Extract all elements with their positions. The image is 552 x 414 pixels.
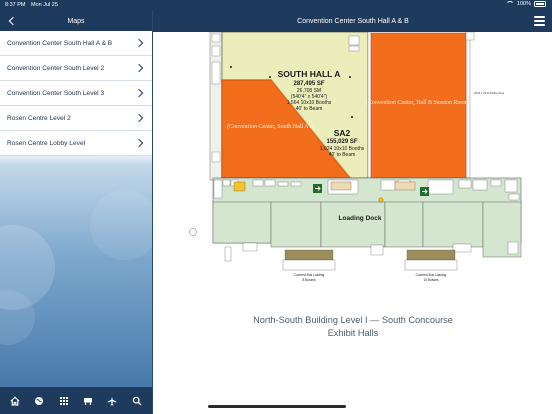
map-item-label: Convention Center South Hall A & B: [7, 39, 113, 47]
loading-dock-label: Loading Dock: [338, 215, 382, 222]
hall-b-label: (Convention Center, Hall B Session Room): [365, 100, 471, 106]
chevron-left-icon: [8, 17, 16, 25]
bus-loading-right: [407, 250, 455, 260]
hamburger-icon-bar: [534, 16, 545, 18]
map-item-label: Convention Center South Level 3: [7, 89, 105, 97]
tab-search[interactable]: [129, 393, 145, 409]
main-header: [153, 10, 552, 32]
map-list: [0, 31, 152, 156]
rollup-door-note: 32'W x 23'H Rollup Door: [474, 91, 505, 95]
sidebar-title: Maps: [67, 17, 85, 25]
menu-button[interactable]: [534, 16, 545, 26]
bus-loading-right-label: Covered Bus Loading: [415, 273, 447, 277]
tab-globe[interactable]: [31, 393, 47, 409]
globe-icon: [34, 396, 44, 406]
bus-loading-left: [285, 250, 333, 260]
sa2-beam: 40' to Beam: [328, 152, 356, 158]
sidebar: [0, 0, 152, 414]
bus-loading-right-count: 10 Busses: [423, 278, 439, 282]
hall-a-sm: 26,708 SM: [296, 88, 322, 94]
status-date: Mon Jul 25: [31, 2, 58, 8]
map-item-south-level-3[interactable]: [0, 81, 152, 106]
map-item-rosen-lobby[interactable]: [0, 131, 152, 156]
hamburger-icon-bar: [534, 24, 545, 26]
chevron-right-icon: [135, 114, 143, 122]
airplane-icon: [107, 396, 117, 406]
floor-plan-svg[interactable]: [153, 32, 552, 292]
map-caption: [153, 314, 552, 339]
map-caption-line1: North-South Building Level I — South Concourse: [253, 315, 453, 325]
grid-icon: [59, 396, 69, 406]
battery-percent: 100%: [516, 1, 531, 7]
tab-travel[interactable]: [104, 393, 120, 409]
chevron-right-icon: [135, 64, 143, 72]
search-icon: [132, 396, 142, 406]
status-bar: [0, 0, 552, 10]
a1-label: (Convention Center, South Hall A1): [227, 124, 314, 130]
back-button[interactable]: [4, 14, 18, 28]
map-item-label: Rosen Centre Lobby Level: [7, 139, 86, 147]
map-item-label: Rosen Centre Level 2: [7, 114, 71, 122]
status-time: 8:37 PM: [5, 2, 26, 8]
home-indicator[interactable]: [208, 405, 346, 408]
hamburger-icon-bar: [534, 20, 545, 22]
bus-loading-left-count: 8 Busses: [302, 278, 316, 282]
map-caption-line2: Exhibit Halls: [327, 327, 379, 338]
status-right: [506, 1, 546, 7]
tab-bar: [0, 387, 152, 414]
decorative-bubble: [90, 190, 160, 260]
map-item-south-hall-ab[interactable]: [0, 31, 152, 56]
sidebar-header: [0, 10, 152, 32]
hall-a-dims: (540'4" x 540'4"): [290, 94, 328, 100]
bus-loading-left-label: Covered Bus Loading: [293, 273, 325, 277]
battery-icon: [534, 1, 546, 7]
map-item-rosen-level-2[interactable]: [0, 106, 152, 131]
hall-a-booths: 1,564 10x10 Booths: [286, 100, 332, 106]
hall-a-name: SOUTH HALL A: [277, 69, 341, 79]
sa2-booths: 1,024 10x10 Booths: [319, 146, 365, 152]
map-item-south-level-2[interactable]: [0, 56, 152, 81]
tab-exhibitors[interactable]: [80, 393, 96, 409]
map-item-label: Convention Center South Level 2: [7, 64, 105, 72]
chevron-right-icon: [135, 89, 143, 97]
map-title: Convention Center South Hall A & B: [297, 17, 409, 25]
wifi-icon: [506, 1, 514, 7]
home-icon: [10, 396, 20, 406]
hall-a-beam: 40' to Beam: [295, 106, 323, 112]
north-arrow-icon: [190, 229, 197, 236]
tab-home[interactable]: [7, 393, 23, 409]
main-panel: [152, 0, 552, 414]
floor-plan-map[interactable]: [153, 32, 552, 292]
sa2-name: SA2: [333, 128, 351, 138]
hall-a-sf: 287,495 SF: [293, 81, 325, 87]
tab-grid[interactable]: [56, 393, 72, 409]
chevron-right-icon: [135, 39, 143, 47]
chevron-right-icon: [135, 139, 143, 147]
sa2-sf: 155,029 SF: [326, 139, 358, 145]
exhibitor-icon: [83, 396, 93, 406]
